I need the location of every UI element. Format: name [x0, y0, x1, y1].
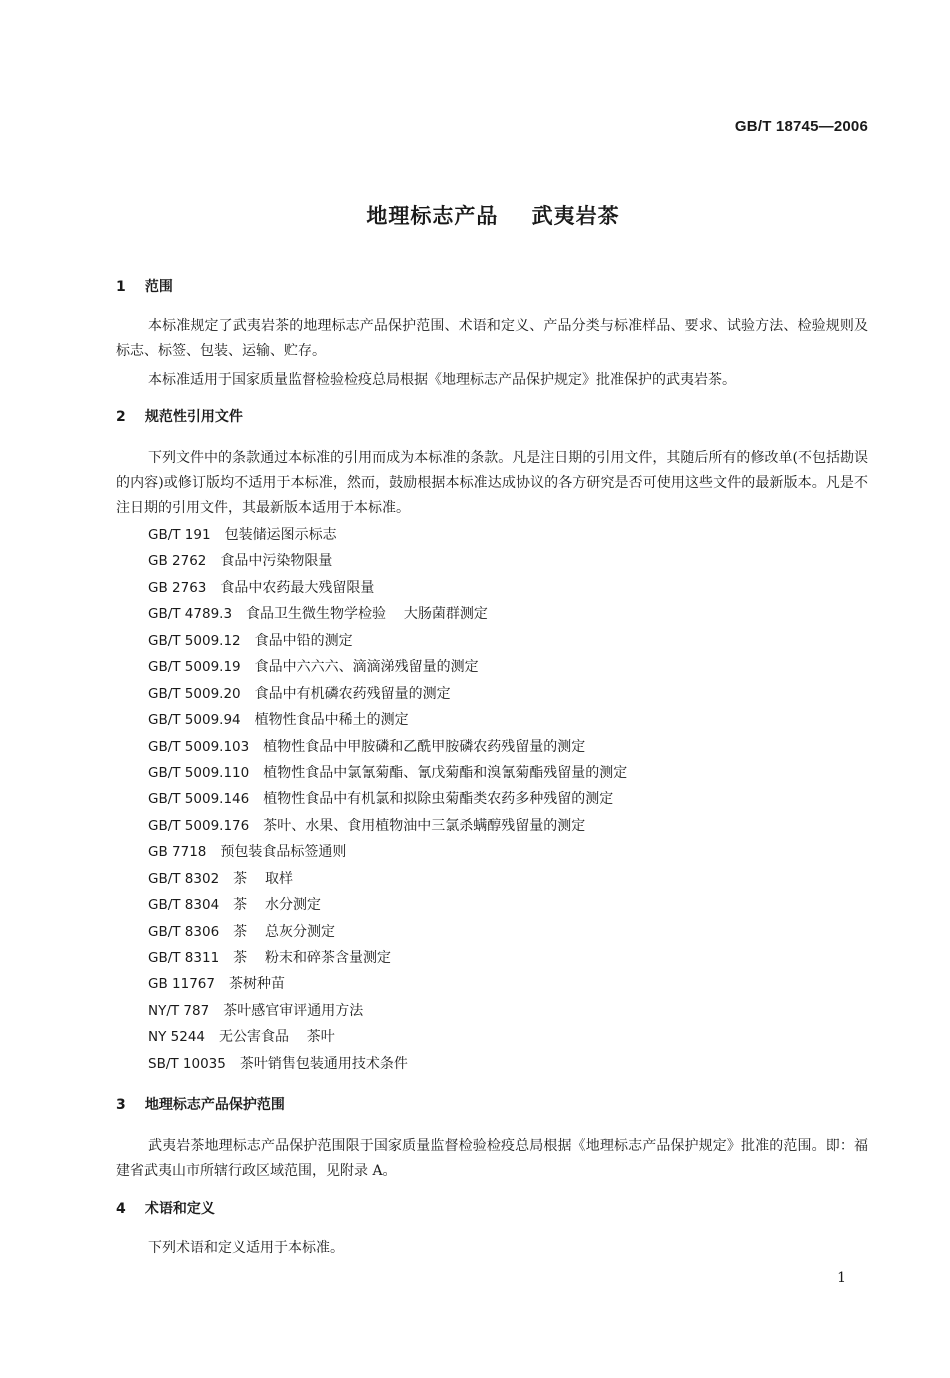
- reference-code: GB/T 191: [148, 527, 211, 543]
- section-title: 范围: [144, 279, 173, 295]
- reference-title: 茶树种苗: [228, 976, 285, 993]
- reference-title: 植物性食品中有机氯和拟除虫菊酯类农药多种残留的测定: [263, 791, 614, 808]
- section-3-paragraph-1: 武夷岩茶地理标志产品保护范围限于国家质量监督检验检疫总局根据《地理标志产品保护规定》批准的范围。即：福建省武夷山市所辖行政区域范围，见附录 A。: [116, 1138, 868, 1179]
- reference-title: 食品中六六六、滴滴涕残留量的测定: [254, 659, 479, 676]
- reference-code: GB 7718: [148, 844, 207, 861]
- reference-item: [148, 707, 627, 733]
- reference-title: 食品中有机磷农药残留量的测定: [254, 685, 451, 702]
- reference-item: [148, 945, 627, 971]
- reference-code: GB/T 5009.19: [148, 659, 241, 676]
- standard-code: GB/T 18745—2006: [734, 118, 868, 135]
- reference-title: 植物性食品中稀土的测定: [254, 712, 409, 729]
- section-2-paragraph-1: 下列文件中的条款通过本标准的引用而成为本标准的条款。凡是注日期的引用文件，其随后所有的修改单(不包括勘误的内容)或修订版均不适用于本标准，然而，鼓励根据本标准达成协议的各方研究是否可使用这些文件的最新版本。凡是不注日期的引用文件，其最新版本适用于本标准。: [116, 450, 868, 516]
- reference-item: [148, 839, 627, 865]
- section-1-paragraph-2: 本标准适用于国家质量监督检验检疫总局根据《地理标志产品保护规定》批准保护的武夷岩茶。: [148, 372, 736, 388]
- reference-item: [148, 866, 627, 892]
- section-4-heading: [116, 1198, 215, 1218]
- reference-title: 食品卫生微生物学检验 大肠菌群测定: [246, 606, 488, 623]
- reference-title: 茶叶销售包装通用技术条件: [239, 1055, 408, 1072]
- reference-title: 食品中铅的测定: [254, 632, 353, 649]
- section-number: 2: [116, 409, 126, 425]
- reference-title: 食品中污染物限量: [220, 553, 333, 570]
- reference-title: 茶 总灰分测定: [233, 923, 335, 940]
- reference-code: GB/T 4789.3: [148, 606, 233, 623]
- section-title: 规范性引用文件: [144, 409, 243, 425]
- section-4-paragraph-1: 下列术语和定义适用于本标准。: [148, 1240, 344, 1256]
- reference-code: NY 5244: [148, 1029, 205, 1046]
- reference-item: [148, 1051, 627, 1077]
- reference-item: [148, 654, 627, 680]
- reference-title: 植物性食品中氯氰菊酯、氰戊菊酯和溴氰菊酯残留量的测定: [263, 764, 628, 781]
- reference-item: [148, 892, 627, 918]
- reference-code: GB/T 5009.110: [148, 764, 250, 781]
- reference-code: GB/T 5009.176: [148, 817, 250, 834]
- section-title: 术语和定义: [144, 1201, 215, 1217]
- reference-title: 包装储运图示标志: [224, 527, 337, 543]
- section-2-heading: [116, 406, 243, 426]
- section-1-heading: [116, 276, 173, 296]
- reference-item: [148, 1024, 627, 1050]
- reference-code: GB/T 5009.20: [148, 685, 241, 702]
- section-1-paragraph-1: 本标准规定了武夷岩茶的地理标志产品保护范围、术语和定义、产品分类与标准样品、要求、试验方法、检验规则及标志、标签、包装、运输、贮存。: [116, 318, 868, 359]
- reference-title: 茶 水分测定: [233, 897, 321, 914]
- reference-code: GB/T 8311: [148, 950, 220, 966]
- reference-code: GB/T 5009.94: [148, 712, 241, 729]
- reference-code: GB/T 5009.146: [148, 791, 250, 808]
- reference-item: [148, 998, 627, 1024]
- document-title: 地理标志产品 武夷岩茶: [366, 204, 620, 228]
- reference-item: [148, 813, 627, 839]
- reference-title: 茶 取样: [233, 870, 293, 887]
- reference-item: [148, 734, 627, 760]
- reference-code: GB/T 5009.12: [148, 632, 241, 649]
- reference-title: 茶 粉末和碎茶含量测定: [233, 950, 391, 966]
- reference-code: SB/T 10035: [148, 1055, 226, 1072]
- reference-code: NY/T 787: [148, 1002, 210, 1019]
- reference-item: [148, 760, 627, 786]
- reference-code: GB/T 8304: [148, 897, 220, 914]
- reference-item: [148, 601, 627, 627]
- reference-code: GB/T 8302: [148, 870, 220, 887]
- reference-title: 植物性食品中甲胺磷和乙酰甲胺磷农药残留量的测定: [263, 738, 586, 755]
- section-3-heading: [116, 1094, 285, 1114]
- reference-code: GB 2762: [148, 553, 207, 570]
- reference-item: [148, 971, 627, 997]
- reference-code: GB/T 5009.103: [148, 738, 250, 755]
- reference-item: [148, 575, 627, 601]
- reference-item: [148, 628, 627, 654]
- reference-code: GB 2763: [148, 579, 207, 596]
- section-number: 4: [116, 1201, 126, 1217]
- reference-title: 茶叶感官审评通用方法: [223, 1002, 364, 1019]
- reference-code: GB 11767: [148, 976, 215, 993]
- reference-item: [148, 548, 627, 574]
- reference-title: 食品中农药最大残留限量: [220, 579, 375, 596]
- section-number: 3: [116, 1097, 126, 1113]
- section-number: 1: [116, 279, 126, 295]
- page-number: 1: [837, 1270, 846, 1286]
- normative-references-list: [148, 522, 627, 1077]
- section-title: 地理标志产品保护范围: [144, 1097, 285, 1113]
- reference-item: [148, 522, 627, 548]
- reference-item: [148, 786, 627, 812]
- reference-title: 茶叶、水果、食用植物油中三氯杀螨醇残留量的测定: [263, 817, 586, 834]
- reference-item: [148, 681, 627, 707]
- reference-title: 无公害食品 茶叶: [219, 1029, 335, 1046]
- reference-item: [148, 919, 627, 945]
- reference-title: 预包装食品标签通则: [220, 844, 347, 861]
- reference-code: GB/T 8306: [148, 923, 220, 940]
